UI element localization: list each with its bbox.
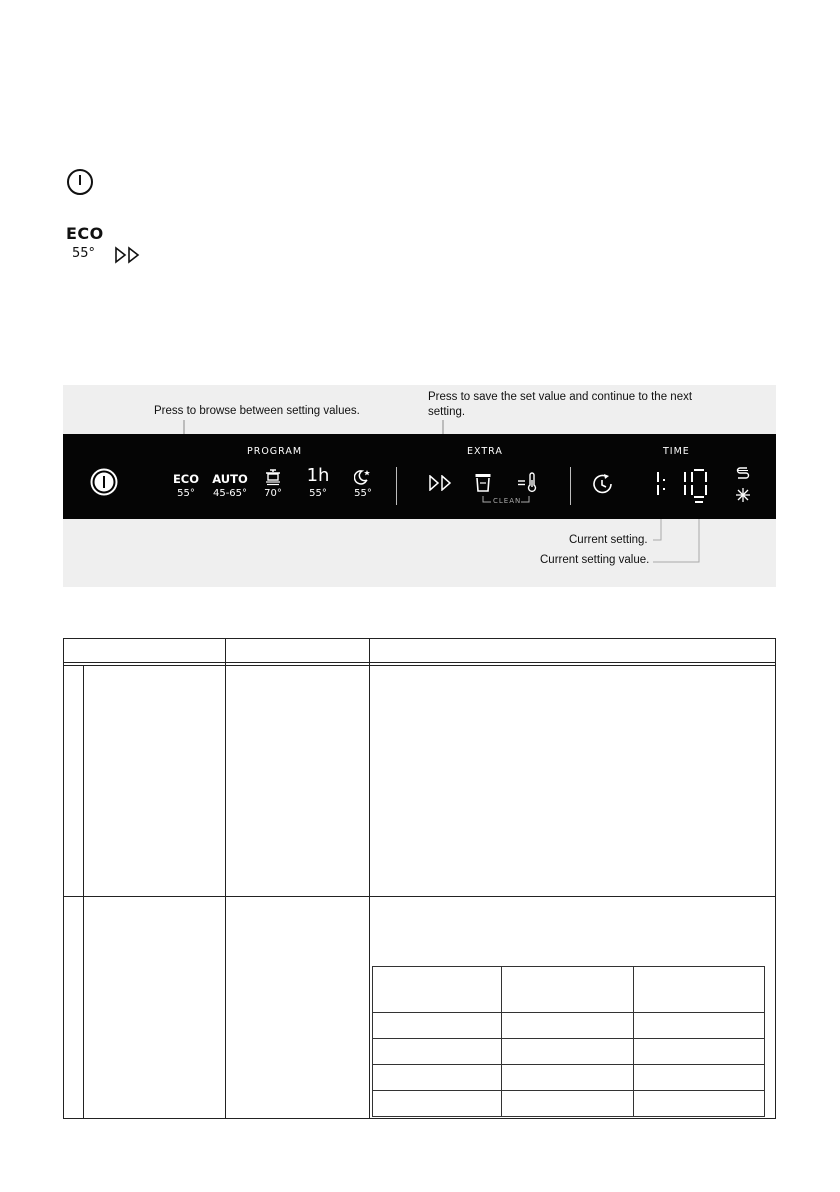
- section-time: TIME: [663, 446, 690, 457]
- section-program: PROGRAM: [247, 446, 303, 457]
- nested-column-divider: [633, 966, 634, 1117]
- section-extra: EXTRA: [467, 446, 503, 457]
- fast-forward-icon: [114, 246, 142, 264]
- separator: [396, 467, 397, 505]
- nested-column-divider: [501, 966, 502, 1117]
- program-1h-temp: 55°: [309, 488, 327, 499]
- row-divider: [63, 896, 776, 897]
- delay-start-button[interactable]: [591, 472, 615, 496]
- program-eco[interactable]: [166, 472, 206, 499]
- thermometer-icon[interactable]: [516, 472, 540, 494]
- nested-row-divider: [372, 1090, 765, 1091]
- rinse-aid-icon: [735, 466, 751, 480]
- header-divider: [63, 665, 776, 666]
- column-divider: [83, 666, 84, 1119]
- power-button[interactable]: [90, 468, 118, 496]
- callout-save: Press to save the set value and continue to the next setting.: [428, 391, 693, 418]
- program-1h[interactable]: [302, 466, 334, 499]
- program-auto[interactable]: [206, 472, 254, 499]
- nested-row-divider: [372, 1012, 765, 1013]
- program-night[interactable]: [346, 468, 380, 499]
- program-intensive[interactable]: [256, 468, 290, 499]
- settings-table: [63, 638, 776, 1119]
- digital-display: [652, 464, 712, 504]
- salt-icon: [735, 487, 751, 503]
- power-icon: [66, 168, 94, 196]
- program-intensive-temp: 70°: [264, 488, 282, 499]
- moon-star-icon: [354, 468, 372, 486]
- program-auto-temp: 45-65°: [212, 488, 248, 499]
- nested-row-divider: [372, 1064, 765, 1065]
- program-night-temp: 55°: [354, 488, 372, 499]
- program-eco-temp: 55°: [177, 488, 195, 499]
- eco-temp: 55°: [72, 246, 96, 261]
- fast-forward-button[interactable]: [428, 475, 454, 491]
- program-eco-name: ECO: [172, 472, 200, 486]
- seven-segment-digits: [652, 464, 712, 504]
- program-auto-name: AUTO: [212, 472, 248, 486]
- nested-table: [372, 966, 765, 1117]
- pot-icon: [264, 468, 282, 486]
- column-divider: [225, 638, 226, 1119]
- program-1h-name: 1h: [306, 465, 330, 486]
- callout-browse: Press to browse between setting values.: [154, 405, 360, 417]
- eco-label: ECO: [66, 224, 104, 243]
- clean-label: CLEAN: [493, 497, 522, 505]
- callout-current-value: Current setting value.: [540, 554, 650, 566]
- header-divider: [63, 662, 776, 663]
- column-divider: [369, 638, 370, 1119]
- nested-row-divider: [372, 1038, 765, 1039]
- callout-current-setting: Current setting.: [569, 534, 648, 546]
- separator: [570, 467, 571, 505]
- tablet-icon[interactable]: [474, 473, 492, 493]
